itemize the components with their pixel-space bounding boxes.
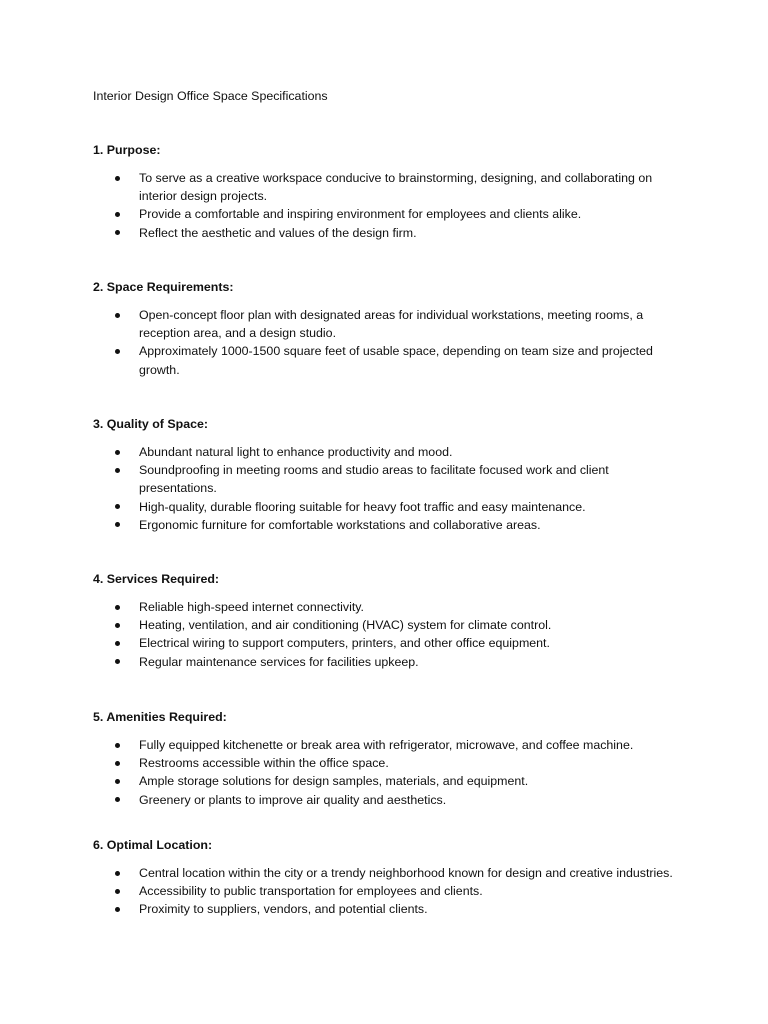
- list-item: [93, 461, 685, 497]
- bullet-icon: [115, 907, 120, 912]
- bullet-icon: [115, 349, 120, 354]
- list-item: [93, 516, 685, 534]
- section-heading: 3. Quality of Space:: [93, 417, 208, 431]
- list-item: [93, 736, 685, 754]
- list-item: [93, 772, 685, 790]
- list-item: [93, 306, 685, 342]
- section-quality-of-space: [93, 415, 693, 534]
- bullet-list: [93, 598, 693, 671]
- bullet-list: [93, 864, 693, 919]
- bullet-icon: [115, 743, 120, 748]
- list-item: [93, 205, 685, 223]
- section-heading: 4. Services Required:: [93, 572, 220, 586]
- bullet-list: [93, 443, 693, 534]
- section-space-requirements: [93, 278, 693, 379]
- bullet-icon: [115, 450, 120, 455]
- list-item: [93, 791, 685, 809]
- list-item-text: Fully equipped kitchenette or break area with refrigerator, microwave, and coffee machine.: [139, 738, 634, 752]
- bullet-list: [93, 736, 693, 809]
- list-item: [93, 224, 685, 242]
- bullet-icon: [115, 761, 120, 766]
- list-item: [93, 169, 685, 205]
- section-heading: 2. Space Requirements:: [93, 280, 234, 294]
- bullet-icon: [115, 522, 120, 527]
- list-item-text: Approximately 1000-1500 square feet of usable space, depending on team size and projected growth.: [139, 344, 653, 377]
- bullet-icon: [115, 176, 120, 181]
- section-heading: 6. Optimal Location:: [93, 838, 213, 852]
- bullet-list: [93, 306, 693, 379]
- list-item-text: Heating, ventilation, and air conditioning (HVAC) system for climate control.: [139, 618, 552, 633]
- document-title: Interior Design Office Space Specifications: [93, 89, 328, 103]
- list-item: [93, 443, 685, 461]
- list-item-text: Ample storage solutions for design samples, materials, and equipment.: [139, 774, 529, 789]
- list-item-text: Electrical wiring to support computers, printers, and other office equipment.: [139, 636, 550, 651]
- list-item-text: Reliable high-speed internet connectivity.: [139, 600, 364, 614]
- section-amenities-required: [93, 708, 693, 809]
- list-item-text: Accessibility to public transportation for employees and clients.: [139, 884, 483, 899]
- bullet-icon: [115, 313, 120, 318]
- bullet-icon: [115, 468, 120, 473]
- list-item: [93, 342, 685, 378]
- list-item: [93, 864, 685, 882]
- bullet-icon: [115, 504, 120, 509]
- bullet-icon: [115, 605, 120, 610]
- list-item-text: Open-concept floor plan with designated areas for individual workstations, meeting rooms, a reception area, and a design studio.: [139, 308, 644, 341]
- bullet-icon: [115, 659, 120, 664]
- list-item-text: Reflect the aesthetic and values of the design firm.: [139, 225, 417, 240]
- bullet-icon: [115, 889, 120, 894]
- section-heading: 5. Amenities Required:: [93, 710, 227, 724]
- list-item: [93, 882, 685, 900]
- list-item-text: Restrooms accessible within the office space.: [139, 756, 389, 771]
- bullet-icon: [115, 623, 120, 628]
- list-item-text: Regular maintenance services for facilities upkeep.: [139, 654, 419, 669]
- list-item: [93, 598, 685, 616]
- bullet-icon: [115, 797, 120, 802]
- list-item-text: High-quality, durable flooring suitable for heavy foot traffic and easy maintenance.: [139, 499, 586, 514]
- bullet-icon: [115, 230, 120, 235]
- bullet-icon: [115, 212, 120, 217]
- list-item-text: To serve as a creative workspace conducive to brainstorming, designing, and collaborating on interior design projects.: [139, 171, 653, 204]
- list-item: [93, 900, 685, 918]
- list-item: [93, 498, 685, 516]
- bullet-icon: [115, 641, 120, 646]
- list-item: [93, 754, 685, 772]
- section-purpose: [93, 141, 693, 242]
- section-services-required: [93, 570, 693, 671]
- bullet-list: [93, 169, 693, 242]
- list-item-text: Provide a comfortable and inspiring environment for employees and clients alike.: [139, 207, 582, 222]
- list-item-text: Ergonomic furniture for comfortable workstations and collaborative areas.: [139, 517, 541, 532]
- list-item: [93, 653, 685, 671]
- bullet-icon: [115, 871, 120, 876]
- list-item-text: Central location within the city or a trendy neighborhood known for design and creative industries.: [139, 866, 673, 880]
- list-item-text: Greenery or plants to improve air quality and aesthetics.: [139, 792, 447, 807]
- bullet-icon: [115, 779, 120, 784]
- list-item-text: Proximity to suppliers, vendors, and potential clients.: [139, 902, 428, 917]
- list-item: [93, 634, 685, 652]
- section-optimal-location: [93, 836, 693, 919]
- section-heading: 1. Purpose:: [93, 143, 161, 157]
- list-item-text: Soundproofing in meeting rooms and studio areas to facilitate focused work and client presentations.: [139, 463, 609, 496]
- list-item: [93, 616, 685, 634]
- list-item-text: Abundant natural light to enhance productivity and mood.: [139, 445, 453, 459]
